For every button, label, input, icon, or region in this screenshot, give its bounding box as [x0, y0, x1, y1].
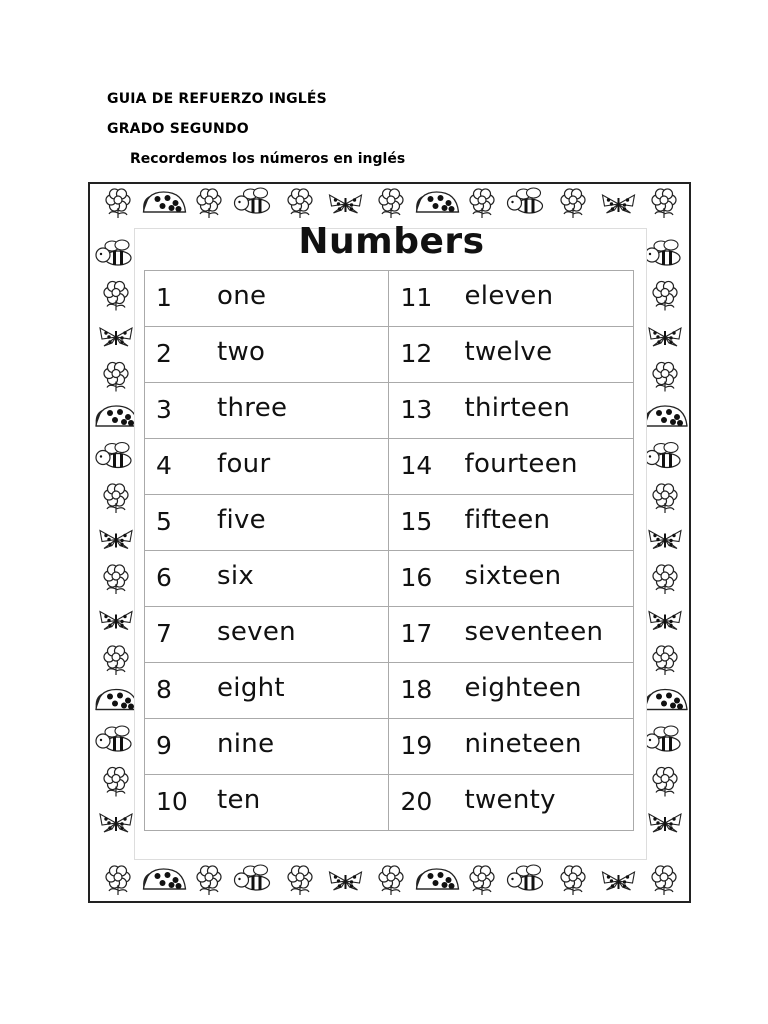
number-word: sixteen: [464, 561, 562, 591]
document-heading-grade: GRADO SEGUNDO: [107, 121, 249, 137]
number-word: eighteen: [464, 673, 582, 703]
number-digit: 6: [156, 563, 172, 592]
number-word: thirteen: [464, 393, 571, 423]
table-row: [145, 383, 634, 439]
number-cell: [145, 551, 389, 607]
flower-icon: [104, 281, 128, 310]
document-heading-title: GUIA DE REFUERZO INGLÉS: [107, 91, 327, 107]
flower-icon: [470, 189, 494, 218]
number-cell: [145, 607, 389, 663]
number-cell: [388, 271, 634, 327]
number-cell: [388, 663, 634, 719]
number-cell: [388, 551, 634, 607]
number-digit: 8: [156, 675, 172, 704]
butterfly-icon: [649, 612, 681, 630]
number-word: fourteen: [464, 449, 578, 479]
number-word: one: [217, 281, 267, 311]
butterfly-icon: [649, 531, 681, 549]
number-word: nine: [217, 729, 275, 759]
flower-icon: [653, 565, 677, 594]
number-digit: 19: [400, 731, 433, 760]
number-word: four: [217, 449, 271, 479]
butterfly-icon: [649, 814, 681, 832]
flower-icon: [653, 484, 677, 513]
flower-icon: [104, 484, 128, 513]
number-cell: [388, 775, 634, 831]
bee-icon: [235, 865, 270, 890]
ladybug-icon: [96, 690, 138, 710]
number-word: twenty: [464, 785, 556, 815]
number-word: twelve: [464, 337, 553, 367]
flower-icon: [653, 281, 677, 310]
bee-icon: [96, 443, 131, 468]
number-cell: [145, 439, 389, 495]
table-row: [145, 327, 634, 383]
number-cell: [388, 719, 634, 775]
worksheet-title: Numbers: [298, 221, 485, 262]
number-cell: [388, 327, 634, 383]
table-row: [145, 271, 634, 327]
flower-icon: [653, 362, 677, 391]
numbers-worksheet: [88, 182, 691, 903]
flower-icon: [106, 866, 130, 895]
number-digit: 13: [400, 395, 433, 424]
number-word: nineteen: [464, 729, 582, 759]
ladybug-icon: [416, 869, 458, 889]
butterfly-icon: [100, 328, 132, 346]
numbers-table: [144, 270, 634, 831]
ladybug-icon: [645, 406, 687, 426]
flower-icon: [379, 189, 403, 218]
number-digit: 7: [156, 619, 172, 648]
flower-icon: [104, 646, 128, 675]
number-digit: 18: [400, 675, 433, 704]
number-digit: 5: [156, 507, 172, 536]
number-cell: [145, 775, 389, 831]
number-digit: 3: [156, 395, 172, 424]
flower-icon: [652, 189, 676, 218]
flower-icon: [470, 866, 494, 895]
butterfly-icon: [603, 195, 635, 213]
flower-icon: [104, 362, 128, 391]
table-row: [145, 663, 634, 719]
flower-icon: [288, 866, 312, 895]
number-digit: 11: [400, 283, 433, 312]
bee-icon: [645, 726, 680, 751]
flower-icon: [379, 866, 403, 895]
number-cell: [145, 663, 389, 719]
bee-icon: [235, 188, 270, 213]
number-digit: 2: [156, 339, 172, 368]
butterfly-icon: [100, 814, 132, 832]
number-word: ten: [217, 785, 261, 815]
table-row: [145, 719, 634, 775]
number-word: two: [217, 337, 266, 367]
flower-icon: [197, 189, 221, 218]
number-word: three: [217, 393, 288, 423]
table-row: [145, 607, 634, 663]
butterfly-icon: [603, 872, 635, 890]
bee-icon: [96, 726, 131, 751]
number-word: seventeen: [464, 617, 604, 647]
flower-icon: [288, 189, 312, 218]
document-intro-text: Recordemos los números en inglés: [130, 151, 406, 167]
flower-icon: [561, 866, 585, 895]
number-word: fifteen: [464, 505, 551, 535]
ladybug-icon: [143, 869, 185, 889]
bee-icon: [508, 188, 543, 213]
table-row: [145, 775, 634, 831]
table-row: [145, 495, 634, 551]
ladybug-icon: [96, 406, 138, 426]
flower-icon: [561, 189, 585, 218]
ladybug-icon: [645, 690, 687, 710]
bee-icon: [508, 865, 543, 890]
flower-icon: [653, 646, 677, 675]
number-digit: 17: [400, 619, 433, 648]
number-digit: 14: [400, 451, 433, 480]
flower-icon: [104, 565, 128, 594]
number-cell: [145, 383, 389, 439]
number-cell: [145, 327, 389, 383]
number-word: seven: [217, 617, 296, 647]
number-word: eleven: [464, 281, 554, 311]
number-word: six: [217, 561, 255, 591]
flower-icon: [197, 866, 221, 895]
number-digit: 20: [400, 787, 433, 816]
butterfly-icon: [330, 872, 362, 890]
number-cell: [388, 607, 634, 663]
butterfly-icon: [649, 328, 681, 346]
flower-icon: [653, 767, 677, 796]
number-cell: [145, 271, 389, 327]
number-word: eight: [217, 673, 285, 703]
number-word: five: [217, 505, 266, 535]
butterfly-icon: [100, 531, 132, 549]
number-digit: 12: [400, 339, 433, 368]
bee-icon: [645, 443, 680, 468]
number-digit: 4: [156, 451, 172, 480]
number-cell: [145, 495, 389, 551]
table-row: [145, 551, 634, 607]
flower-icon: [106, 189, 130, 218]
butterfly-icon: [100, 612, 132, 630]
butterfly-icon: [330, 195, 362, 213]
number-digit: 15: [400, 507, 433, 536]
number-digit: 16: [400, 563, 433, 592]
ladybug-icon: [143, 192, 185, 212]
flower-icon: [104, 767, 128, 796]
number-cell: [388, 495, 634, 551]
number-digit: 1: [156, 283, 172, 312]
table-row: [145, 439, 634, 495]
number-cell: [388, 383, 634, 439]
ladybug-icon: [416, 192, 458, 212]
number-digit: 9: [156, 731, 172, 760]
number-cell: [145, 719, 389, 775]
number-cell: [388, 439, 634, 495]
number-digit: 10: [156, 787, 188, 816]
flower-icon: [652, 866, 676, 895]
